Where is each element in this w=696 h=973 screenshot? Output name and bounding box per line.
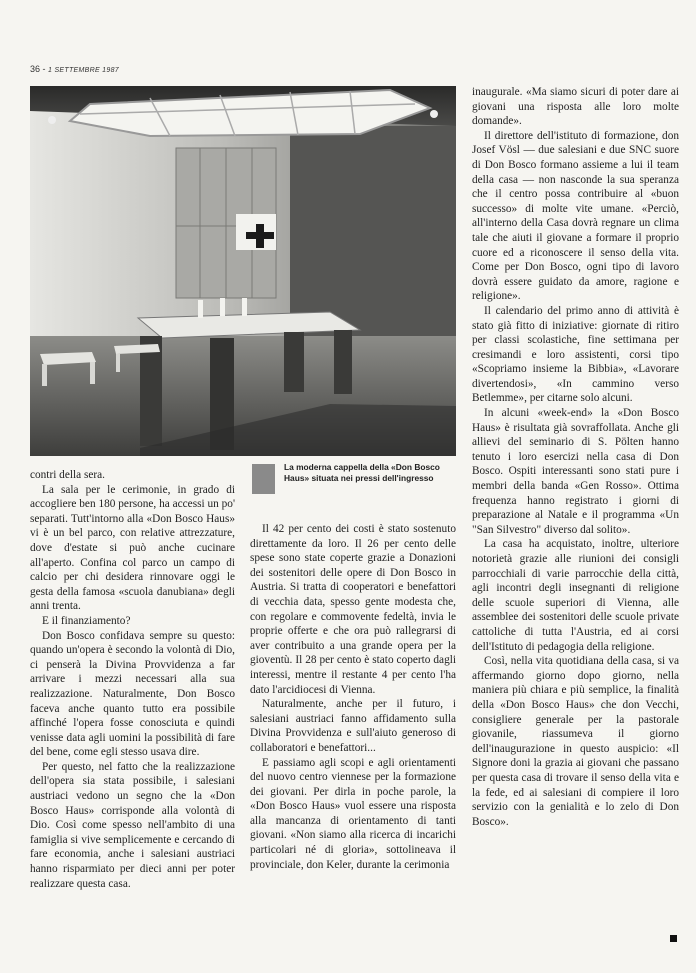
page-number: 36: [30, 64, 41, 74]
paragraph: inaugurale. «Ma siamo sicuri di poter dare ai giovani una risposta alle loro molte domande».: [472, 86, 679, 128]
paragraph: Il calendario del primo anno di attività è stato già fitto di iniziative: giornate di ritiro per classi scolastiche, fine settimana per cresimandi e loro assistenti, corsi tipo «Scopriamo insieme la Bibbia», «Lavorare divertendosi», «In cammino verso Betlemme», per citarne solo alcuni.: [472, 304, 679, 405]
text-column-right: [472, 85, 679, 829]
paragraph: Per questo, nel fatto che la realizzazione dell'opera sia stata possibile, i salesiani austriaci vedono un segno che la «Don Bosco Haus» corrisponde alla volontà di Dio. Così come spesso nell'ambito di una famiglia si vive semplicemente e cercando di fare economia, anche i salesiani austriaci hanno risparmiato per dieci anni per poter realizzare questa casa.: [30, 760, 235, 890]
paragraph: Il 42 per cento dei costi è stato sostenuto direttamente da loro. Il 26 per cento delle spese sono state coperte grazie a Donazioni dei sostenitori delle opere di Don Bosco in Austria. Si tratta di cooperatori e benefattori di vecchia data, spesso gente modesta che, con regolare e commovente fedeltà, invia le proprie offerte e che ora può rallegrarsi di aver contribuito a una grande opera per la gioventù. Il 28 per cento è stato coperto dagli interessi, mentre il restante 4 per cento l'ha dato l'arcidiocesi di Vienna.: [250, 523, 456, 696]
paragraph: Così, nella vita quotidiana della casa, si va affermando giorno dopo giorno, nella maniera più chiara e più semplice, la finalità della «Don Bosco Haus» che don Vecchi, consigliere generale per la pastorale giovanile, riassumeva il giorno dell'inaugurazione in questo auspicio: «Il Signore doni la grazia ai giovani che passano per questa casa di trovare il senso della vita e la fede, ed ai salesiani di compiere il loro servizio con la genialità e lo zelo di Don Bosco».: [472, 655, 679, 828]
text-column-left: [30, 468, 235, 891]
header-separator: -: [40, 64, 49, 74]
paragraph: E passiamo agli scopi e agli orientamenti del nuovo centro viennese per la formazione dei giovani. Per dirla in poche parole, la «Don Bosco Haus» vuol essere una risposta alla mancanza di orientamento di tanti giovani. «Non siamo alla ricerca di incarichi particolari né di gloria», sottolineava il provinciale, don Keler, durante la cerimonia: [250, 756, 456, 871]
end-of-article-icon: [670, 935, 677, 942]
paragraph: La sala per le cerimonie, in grado di accogliere ben 180 persone, ha accessi un po' separati. Tutt'intorno alla «Don Bosco Haus» vi è un bel parco, con relative attrezzature, dove d'estate si può anche cucinare all'aperto. Confina col parco un campo di calcio per chi desidera rinnovare oggi le gesta della famosa «scuola danubiana» degli anni trenta.: [30, 483, 235, 613]
paragraph: contri della sera.: [30, 469, 105, 481]
issue-date: 1 SETTEMBRE 1987: [48, 67, 119, 74]
paragraph: Naturalmente, anche per il futuro, i salesiani austriaci fanno affidamento sulla Divina Provvidenza e sull'aiuto generoso di collaboratori e benefattori...: [250, 698, 456, 754]
page-header: [30, 64, 119, 74]
paragraph: La casa ha acquistato, inoltre, ulteriore notorietà grazie alle riunioni dei consigli parrocchiali di varie parrocchie della città, agli incontri degli insegnanti di religione delle scuole superiori di Vienna, alle assemblee dei sostenitori delle scuole private cattoliche di tutta l'Austria, ed ai corsi dell'Istituto di pedagogia della religione.: [472, 538, 679, 653]
paragraph: In alcuni «week-end» la «Don Bosco Haus» è risultata già sovraffollata. Anche gli allievi del seminario di S. Pölten hanno tenuto i loro esercizi nella casa di Don Bosco. Ospiti interessanti sono stati pure i membri della banda «Gen Rosso». Ottima frequenza hanno registrato i giorni di preparazione al Natale e il programma «Un "San Silvestro" diverso dal solito».: [472, 407, 679, 536]
text-column-middle: [250, 522, 456, 872]
caption-marker: [252, 464, 275, 494]
chapel-photo: [30, 86, 456, 456]
paragraph: E il finanziamento?: [42, 614, 131, 627]
paragraph: Il direttore dell'istituto di formazione, don Josef Vösl — due salesiani e due SNC suore di Don Bosco formano assieme a lui il team della casa — non nasconde la sua speranza che il centro possa contribuire al «buon successo» di molte vite umane. «Perciò, all'interno della Casa dovrà regnare un clima tale che aiuti il giovane a formare il proprio cuore ed a riconoscere il senso della vita. Come per Don Bosco, ogni tipo di lavoro dovrà essere guidato da amore, ragione e religione».: [472, 129, 679, 303]
caption-text: La moderna cappella della «Don Bosco Haus» situata nei pressi dell'ingresso: [284, 462, 440, 483]
paragraph: Don Bosco confidava sempre su questo: quando un'opera è secondo la volontà di Dio, ci penserà la Divina Provvidenza a far arrivare i mezzi necessari alla sua realizzazione. Naturalmente, Don Bosco faceva anche quanto tutto era possibile affinché l'opera fosse conosciuta e quindi venisse data agli uomini la possibilità di fare del bene, come egli stesso usava dire.: [30, 629, 235, 759]
photo-caption: [252, 462, 452, 496]
